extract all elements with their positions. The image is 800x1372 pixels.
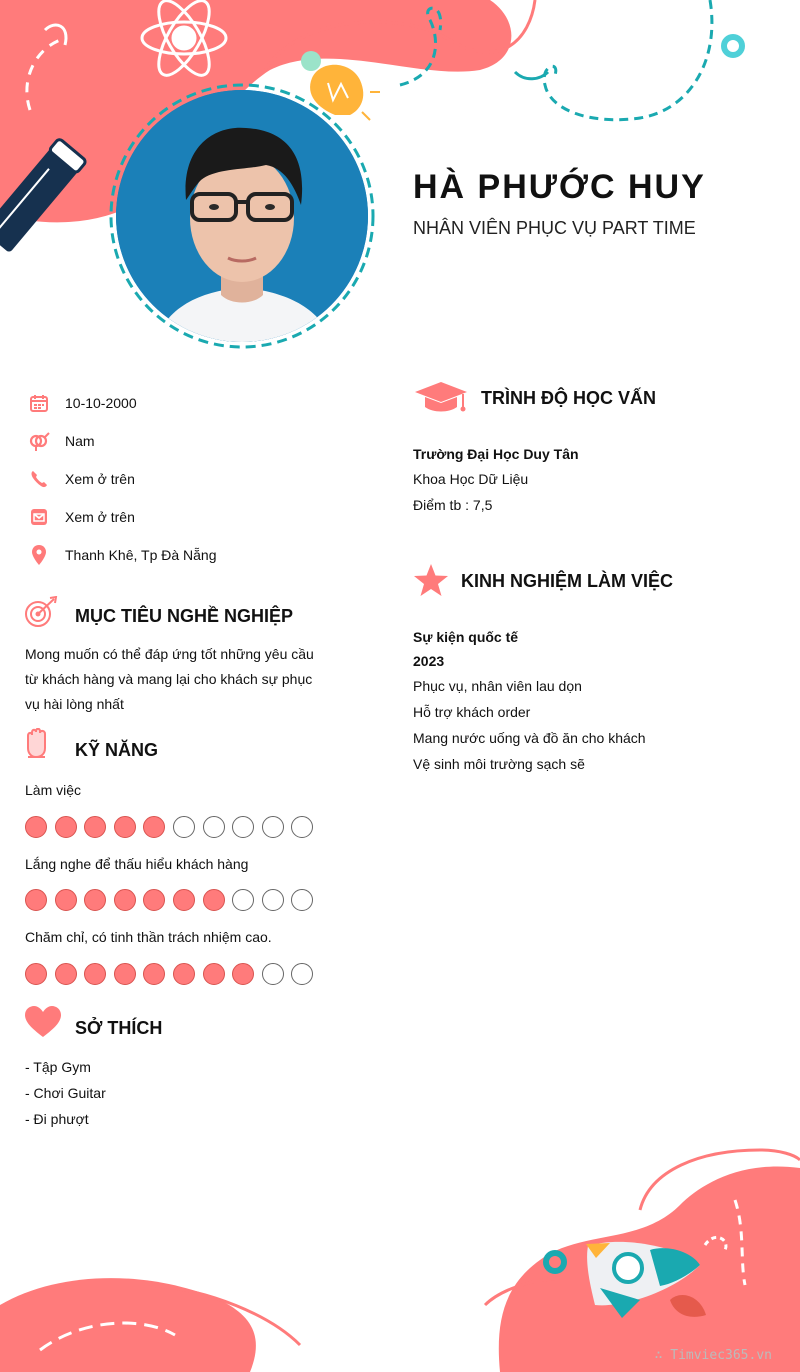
rating-dot-empty: [291, 963, 313, 985]
rating-dot-filled: [84, 889, 106, 911]
skill-label: Lắng nghe để thấu hiểu khách hàng: [25, 856, 249, 872]
education-title: TRÌNH ĐỘ HỌC VẤN: [481, 388, 656, 408]
education-gpa: Điểm tb : 7,5: [413, 497, 493, 513]
info-value-birthday: 10-10-2000: [65, 395, 137, 411]
candidate-name: HÀ PHƯỚC HUY: [413, 168, 706, 206]
experience-duty: Mang nước uống và đồ ăn cho khách: [413, 730, 646, 746]
rating-dot-filled: [114, 889, 136, 911]
objective-line: vụ hài lòng nhất: [25, 696, 124, 712]
info-row-phone: [28, 460, 358, 498]
email-icon: [28, 506, 50, 528]
skill-label: Chăm chỉ, có tinh thần trách nhiệm cao.: [25, 929, 272, 945]
skill-rating: [25, 889, 321, 911]
objective-line: từ khách hàng và mang lại cho khách sự phục: [25, 671, 313, 687]
skills-title: KỸ NĂNG: [75, 740, 159, 760]
info-value-phone: Xem ở trên: [65, 471, 135, 487]
watermark: ∴ Timviec365.vn: [654, 1348, 772, 1363]
location-icon: [28, 544, 50, 566]
info-value-address: Thanh Khê, Tp Đà Nẵng: [65, 547, 217, 563]
info-row-address: [28, 536, 358, 574]
info-row-birthday: [28, 384, 358, 422]
hobby-item: - Tập Gym: [25, 1059, 91, 1075]
graduation-cap-icon: [413, 380, 469, 419]
rating-dot-filled: [114, 816, 136, 838]
hobby-item: - Đi phượt: [25, 1111, 89, 1127]
fist-icon: [25, 728, 49, 765]
profile-photo: [116, 90, 368, 342]
info-value-gender: Nam: [65, 433, 95, 449]
rating-dot-filled: [84, 816, 106, 838]
rating-dot-empty: [173, 816, 195, 838]
skill-rating: [25, 816, 321, 838]
rating-dot-empty: [262, 963, 284, 985]
rating-dot-filled: [143, 963, 165, 985]
rating-dot-filled: [55, 889, 77, 911]
contact-info: [28, 384, 358, 574]
candidate-position: NHÂN VIÊN PHỤC VỤ PART TIME: [413, 218, 696, 238]
info-row-email: [28, 498, 358, 536]
rating-dot-empty: [291, 889, 313, 911]
experience-duty: Vệ sinh môi trường sạch sẽ: [413, 756, 585, 772]
experience-duty: Hỗ trợ khách order: [413, 704, 531, 720]
objective-text: [25, 642, 314, 717]
target-icon: [24, 596, 58, 633]
experience-title: KINH NGHIỆM LÀM VIỆC: [461, 571, 674, 591]
objective-line: Mong muốn có thể đáp ứng tốt những yêu cầu: [25, 646, 314, 662]
rating-dot-filled: [25, 963, 47, 985]
star-icon: [413, 563, 449, 602]
rating-dot-empty: [203, 816, 225, 838]
rating-dot-filled: [84, 963, 106, 985]
experience-year: 2023: [413, 653, 445, 669]
hobby-item: - Chơi Guitar: [25, 1085, 106, 1101]
rating-dot-filled: [203, 963, 225, 985]
objective-title: MỤC TIÊU NGHỀ NGHIỆP: [75, 606, 294, 626]
rating-dot-empty: [262, 816, 284, 838]
education-major: Khoa Học Dữ Liệu: [413, 471, 529, 487]
rating-dot-filled: [143, 816, 165, 838]
rating-dot-filled: [114, 963, 136, 985]
gender-icon: [28, 430, 50, 452]
phone-icon: [28, 468, 50, 490]
info-row-gender: [28, 422, 358, 460]
rating-dot-filled: [232, 963, 254, 985]
rating-dot-empty: [232, 889, 254, 911]
experience-company: Sự kiện quốc tế: [413, 629, 519, 645]
profile-photo-frame: [108, 82, 376, 350]
rating-dot-filled: [25, 889, 47, 911]
rating-dot-empty: [291, 816, 313, 838]
skill-label: Làm việc: [25, 782, 82, 798]
hobbies-title: SỞ THÍCH: [75, 1018, 163, 1038]
rating-dot-filled: [173, 889, 195, 911]
experience-duty: Phục vụ, nhân viên lau dọn: [413, 678, 582, 694]
heart-icon: [24, 1006, 62, 1043]
rating-dot-filled: [55, 963, 77, 985]
hobbies-list: [25, 1054, 106, 1132]
info-value-email: Xem ở trên: [65, 509, 135, 525]
skill-rating: [25, 963, 321, 985]
rating-dot-filled: [25, 816, 47, 838]
calendar-icon: [28, 392, 50, 414]
rating-dot-filled: [55, 816, 77, 838]
rating-dot-filled: [203, 889, 225, 911]
rating-dot-filled: [143, 889, 165, 911]
rating-dot-filled: [173, 963, 195, 985]
rating-dot-empty: [262, 889, 284, 911]
education-school: Trường Đại Học Duy Tân: [413, 446, 579, 462]
rating-dot-empty: [232, 816, 254, 838]
